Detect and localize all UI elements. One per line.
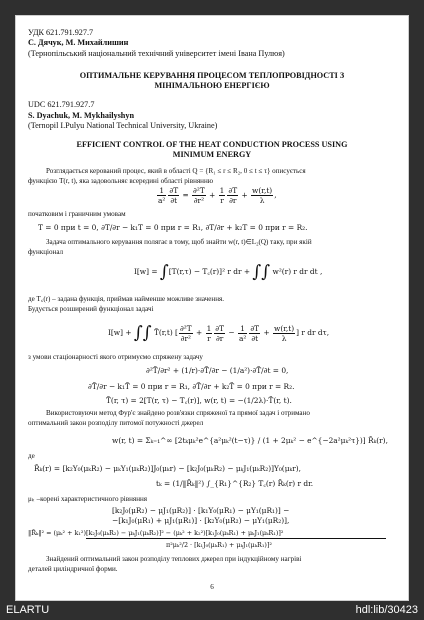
equation-optimal-law: w(r, t) = Σₖ₌₁^∞ [2tₖμₖ²e^{a²μₖ²(t−τ)} / (1 + 2μₖ² − e^{−2a²μₖ²τ})] R̄ₖ(r), xyxy=(112,436,388,445)
para-5-line2: оптимальний закон розподілу питомої потужності джерел xyxy=(28,419,204,427)
para-6: μₖ –корені характеристичного рівняння xyxy=(28,495,148,503)
para-5-line1: Використовуючи метод Фур'є знайдено розв'язки спряженої та прямої задач і отримано xyxy=(46,409,310,417)
equation-norm-denominator: π²μₖ²/2 · [k₁J₀(μₖR₁) + μₖJ₁(μₖR₁)]² xyxy=(166,541,272,549)
equation-tk: tₖ = (1/‖R̄ₖ‖²) ∫_{R₁}^{R₂} T꜀(r) R̄ₖ(r) r dr. xyxy=(156,479,314,488)
para-3-line1: де T꜀(r) – задана функція, приймав найменше можливе значення. xyxy=(28,295,225,303)
equation-rk: R̄ₖ(r) = [k₂Y₀(μₖR₂) − μₖY₁(μₖR₂)]J₀(μₖr) − [k₂J₀(μₖR₂) − μₖJ₁(μₖR₂)]Y₀(μₖr), xyxy=(34,464,301,473)
equation-characteristic-2: −[k₁J₀(μR₁) + μJ₁(μR₁)] · [k₂Y₀(μR₂) − μY₁(μR₂)], xyxy=(112,516,290,525)
title-ua-line1: ОПТИМАЛЬНЕ КЕРУВАННЯ ПРОЦЕСОМ ТЕПЛОПРОВІДНОСТІ З xyxy=(79,71,345,80)
equation-functional: I[w] = ∫[T(r,τ) − T꜀(r)]² r dr + ∫∫ w²(r) r dr dt , xyxy=(134,262,323,282)
para-4: з умови стаціонарності якого отримуємо спряжену задачу xyxy=(28,353,203,361)
para-3-line2: Будується розширений функціонал задачі xyxy=(28,305,154,313)
equation-heat: $\frac{1}{\text{a²}}$ $\frac{\partial T}{\partial t}$ = $\frac{\text{∂²T}}{\text{∂r²}}$ + $\frac{1}{r}$ $\frac{\partial T}{\partial r}$ + $\frac{w(r,t)}{\lambda}$ , xyxy=(158,186,277,205)
affiliation-ua: (Тернопільський національний технічний університет імені Івана Пулюя) xyxy=(28,49,285,58)
equation-conjugate-2: ∂T̃/∂r − k₁T̃ = 0 при r = R₁, ∂T̃/∂r + k₂T̃ = 0 при r = R₂. xyxy=(88,382,295,391)
para-2-line2: функціонал xyxy=(28,248,64,256)
equation-extended-functional: I[w] + ∫∫ T̃(r,t) [ $\frac{\text{∂²T}}{\text{∂r²}}$ + $\frac{1}{r}$ $\frac{\partial T}{\partial r}$ − $\frac{1}{\text{a²}}$ $\frac{\partial T}{\partial t}$ + $\frac{w(r,t)}{\lambda}$ ] r dr dτ, xyxy=(108,323,330,343)
para-7-line2: деталей циліндричної форми. xyxy=(28,565,118,573)
para-1-line1: Розглядається керований процес, який в області Q = {R₁ ≤ r ≤ R₂, 0 ≤ t ≤ τ} описується xyxy=(46,167,306,175)
norm-fraction-bar xyxy=(86,538,386,539)
equation-conjugate-3: T̃(r, τ) = 2[T(r, τ) − T꜀(r)], w(r, t) = −(1/2λ)·T̃(r, t). xyxy=(106,396,292,405)
title-en-line2: MINIMUM ENERGY xyxy=(172,150,252,159)
affiliation-en: (Ternopil I.Pulyu National Technical University, Ukraine) xyxy=(28,121,218,130)
viewer-footer-bar xyxy=(0,602,424,620)
page-number: 6 xyxy=(210,583,214,591)
title-en-line1: EFFICIENT CONTROL OF THE HEAT CONDUCTION PROCESS USING xyxy=(76,140,348,149)
para-2-line1: Задача оптимального керування полягає в тому, щоб знайти w(r, t)∈L₂(Q) таку, при якій xyxy=(46,238,312,246)
authors-ua: С. Дячук, М. Михайлишин xyxy=(28,38,129,47)
title-ua-line2: МІНІМАЛЬНОЮ ЕНЕРГІЄЮ xyxy=(154,81,270,90)
equation-norm-numerator: ‖R̄ₖ‖² = (μₖ² + k₁²)[k₂J₀(μₖR₂) − μₖJ₁(μₖR₂)]² − (μₖ² + k₂²)[k₁J₀(μₖR₁) + μₖJ₁(μₖR₁)]² xyxy=(28,529,284,537)
udc-ua: УДК 621.791.927.7 xyxy=(28,28,94,37)
document-page xyxy=(15,15,409,601)
para-7-line1: Знайдений оптимальний закон розподілу теплових джерел при індукційному нагріві xyxy=(46,555,302,563)
para-1-line3: початковим і граничним умовам xyxy=(28,210,126,218)
equation-characteristic-1: [k₂J₀(μR₂) − μJ₁(μR₂)] · [k₁Y₀(μR₁) − μY₁(μR₁)] − xyxy=(112,506,290,515)
udc-en: UDC 621.791.927.7 xyxy=(28,100,95,109)
authors-en: S. Dyachuk, M. Mykhailyshyn xyxy=(28,111,135,120)
para-1-line2: функцією T(r, t), яка задовольняє всередині області рівнянню xyxy=(28,177,214,185)
equation-conjugate-1: ∂²T̃/∂r² + (1/r)·∂T̃/∂r − (1/a²)·∂T̃/∂t = 0, xyxy=(146,366,289,375)
handle-label: hdl:lib/30423 xyxy=(355,604,418,616)
label-de: де xyxy=(28,452,35,460)
repository-label: ELARTU xyxy=(6,604,50,616)
equation-boundary: T = 0 при t = 0, ∂T/∂r − k₁T = 0 при r = R₁, ∂T/∂r + k₂T = 0 при r = R₂. xyxy=(38,223,308,232)
